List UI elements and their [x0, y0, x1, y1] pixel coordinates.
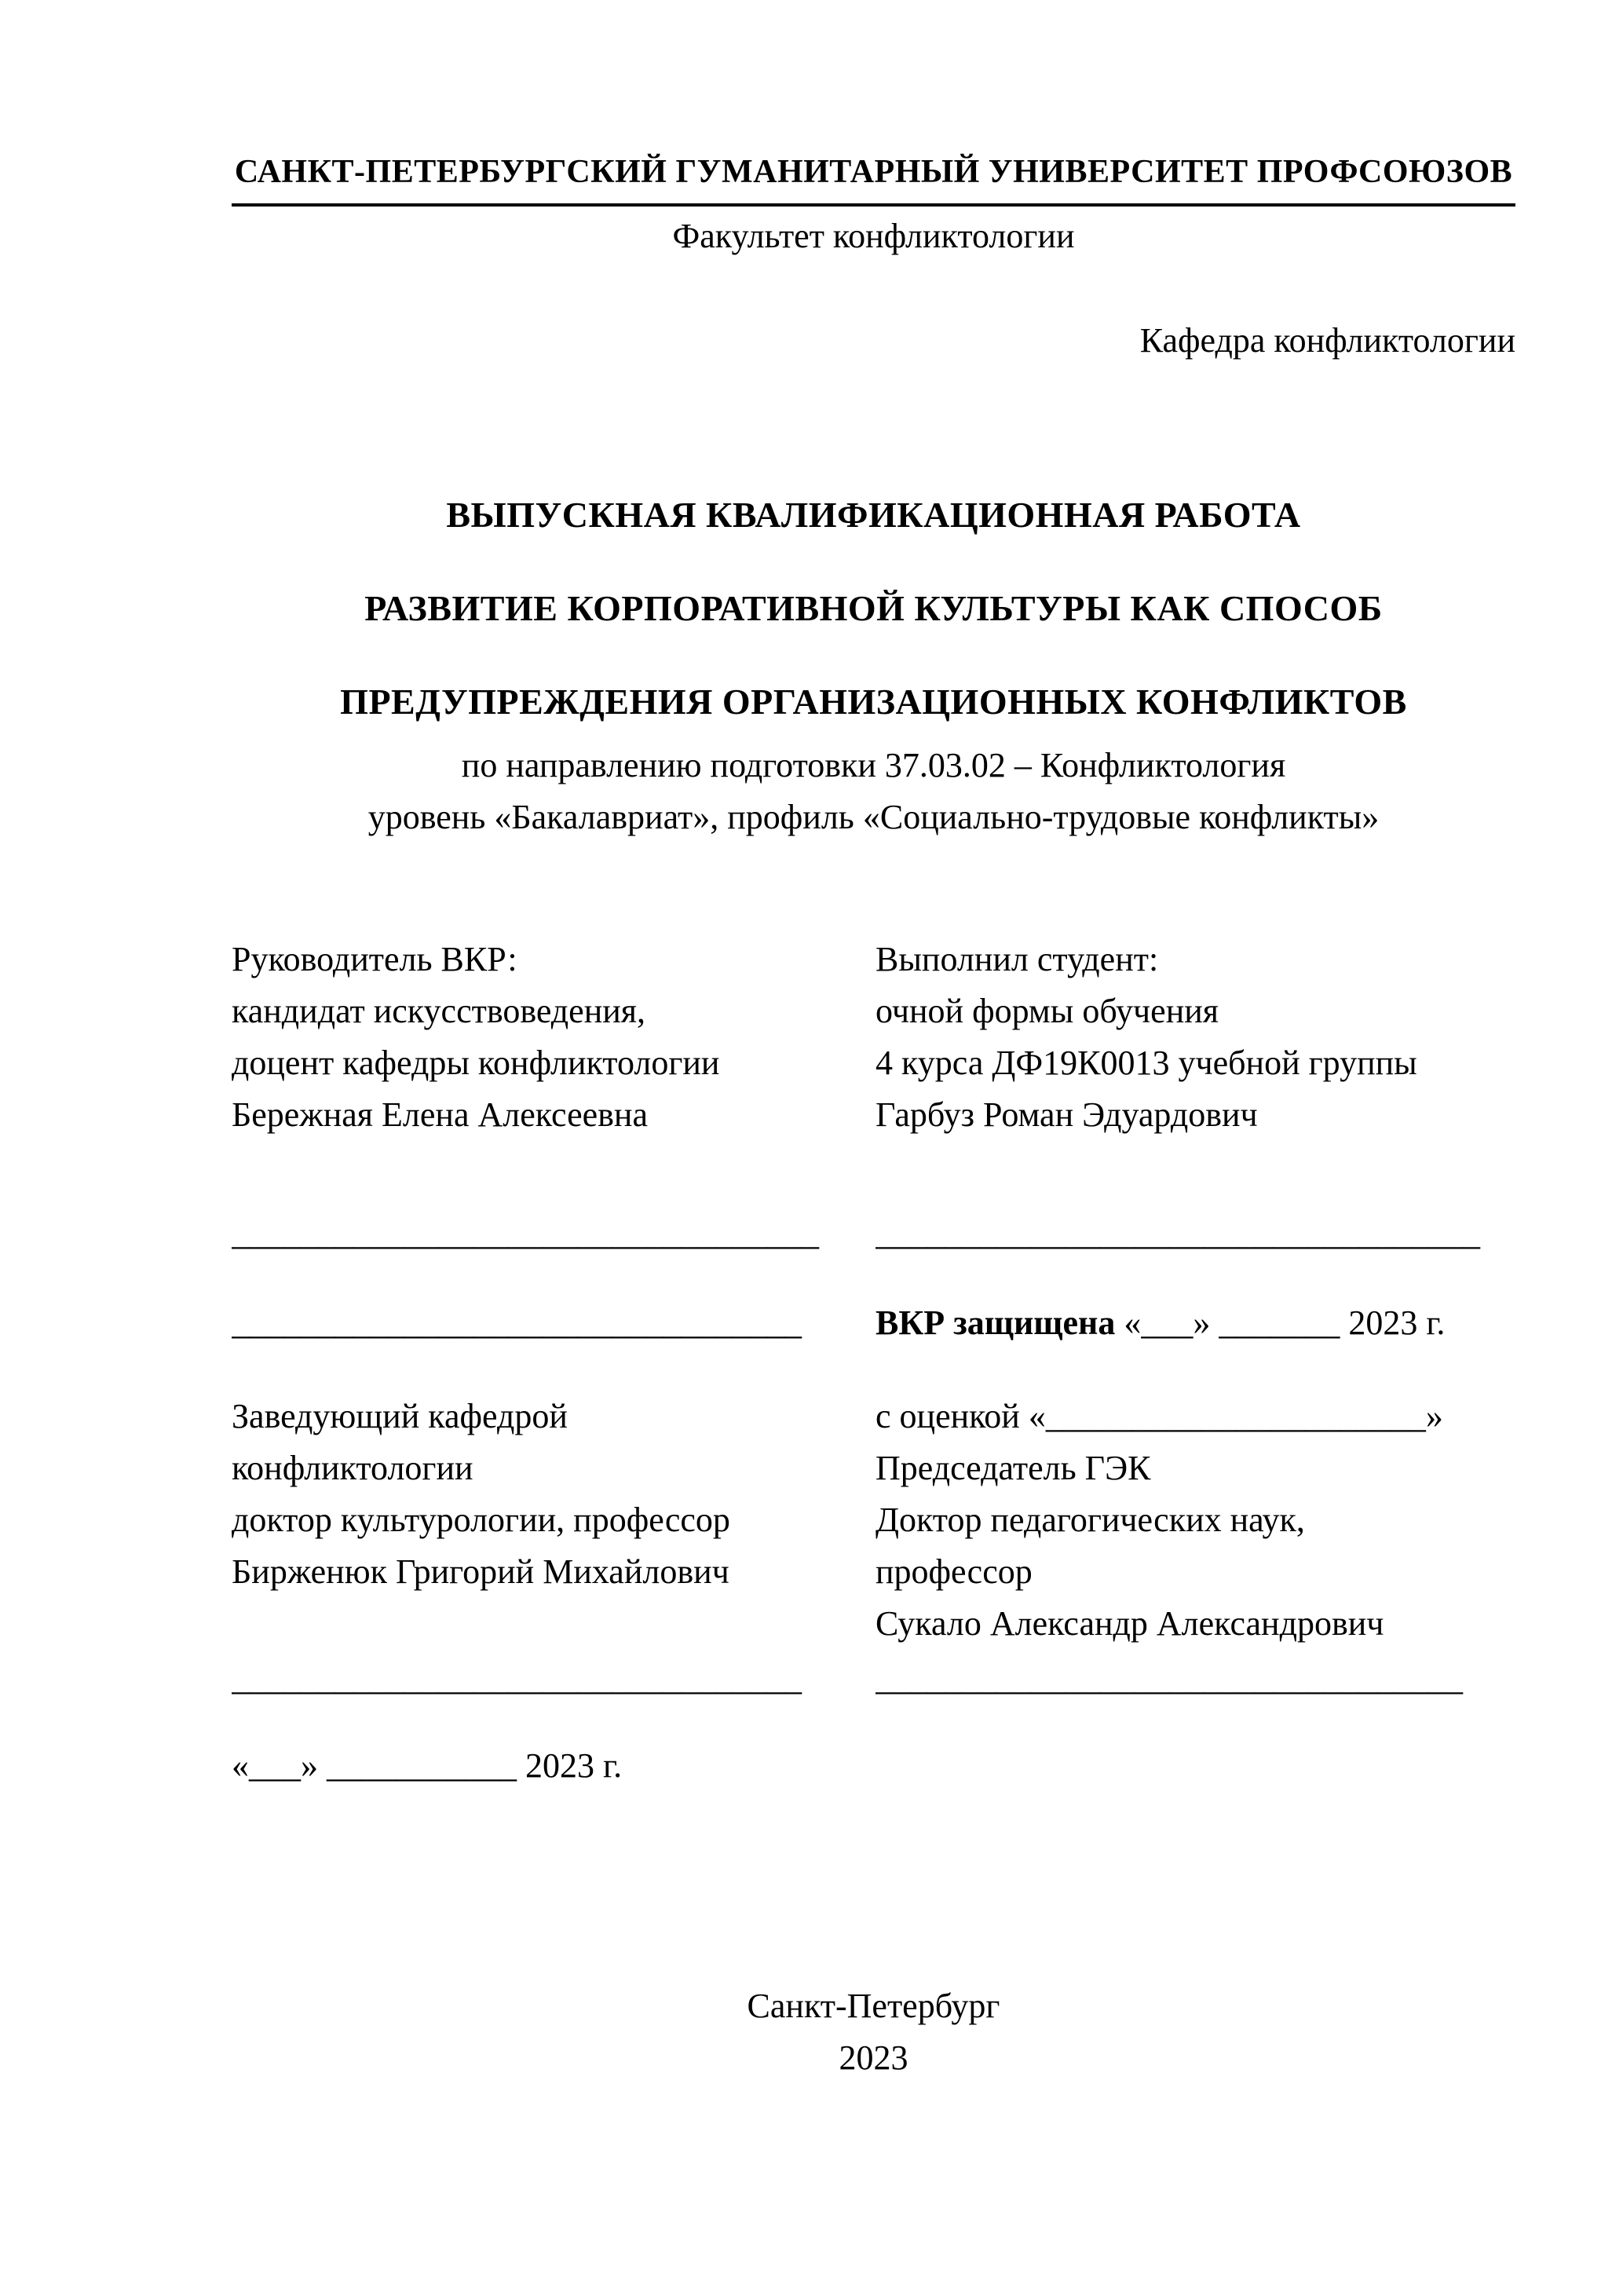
student-label: Выполнил студент: [875, 940, 1159, 978]
footer-year: 2023 [839, 2038, 908, 2077]
program-level: уровень «Бакалавриат», профиль «Социально-трудовые конфликты» [367, 798, 1380, 836]
chairman-degree: Доктор педагогических наук, [875, 1501, 1305, 1539]
signatures-section [232, 934, 1515, 1792]
supervisor-signature-line-1: __________________________________ [232, 1214, 819, 1252]
department-head-title-1: Заведующий кафедрой [232, 1397, 568, 1435]
thesis-type: ВЫПУСКНАЯ КВАЛИФИКАЦИОННАЯ РАБОТА [446, 495, 1301, 535]
department-head-name: Бирженюк Григорий Михайлович [232, 1552, 729, 1591]
footer [232, 1980, 1515, 2084]
defense-date-blanks: «___» _______ 2023 г. [1115, 1303, 1446, 1342]
thesis-title-line-1: РАЗВИТИЕ КОРПОРАТИВНОЙ КУЛЬТУРЫ КАК СПОСОБ [364, 588, 1383, 628]
chairman-rank: профессор [875, 1552, 1033, 1591]
defense-date-line [875, 1297, 1515, 1349]
chairman-title: Председатель ГЭК [875, 1449, 1151, 1487]
supervisor-name: Бережная Елена Алексеевна [232, 1095, 648, 1134]
department-head-date-line: «___» ___________ 2023 г. [232, 1746, 623, 1785]
faculty-name: Факультет конфликтологии [672, 217, 1075, 255]
supervisor-signature-line-2: _________________________________ [232, 1303, 802, 1342]
student-block [875, 934, 1515, 1141]
department-head-degree: доктор культурологии, профессор [232, 1501, 730, 1539]
department-head-title-2: конфликтологии [232, 1449, 473, 1487]
chairman-signature-line: __________________________________ [875, 1659, 1463, 1698]
student-signature-line: ___________________________________ [875, 1214, 1480, 1252]
supervisor-degree: кандидат искусствоведения, [232, 992, 646, 1030]
thesis-title-line-2: ПРЕДУПРЕЖДЕНИЯ ОРГАНИЗАЦИОННЫХ КОНФЛИКТОВ [340, 682, 1407, 722]
department-name: Кафедра конфликтологии [1139, 321, 1515, 360]
supervisor-label: Руководитель ВКР: [232, 940, 517, 978]
defense-label: ВКР защищена [875, 1303, 1116, 1342]
grade-line: с оценкой «______________________» [875, 1397, 1443, 1435]
chairman-block [875, 1442, 1515, 1650]
footer-city: Санкт-Петербург [747, 1987, 1000, 2025]
student-group: 4 курса ДФ19К0013 учебной группы [875, 1044, 1417, 1082]
student-study-form: очной формы обучения [875, 992, 1219, 1030]
department-head-signature-line: _________________________________ [232, 1659, 802, 1698]
program-direction: по направлению подготовки 37.03.02 – Конфликтология [461, 746, 1286, 784]
supervisor-position: доцент кафедры конфликтологии [232, 1044, 720, 1082]
program-info [232, 740, 1515, 843]
page-content [232, 153, 1515, 2084]
chairman-name: Сукало Александр Александрович [875, 1604, 1384, 1643]
department-head-block [232, 1391, 875, 1598]
university-name: САНКТ-ПЕТЕРБУРГСКИЙ ГУМАНИТАРНЫЙ УНИВЕРСИТЕТ ПРОФСОЮЗОВ [232, 153, 1515, 207]
supervisor-block [232, 934, 875, 1141]
student-name: Гарбуз Роман Эдуардович [875, 1095, 1258, 1134]
thesis-title-block [232, 494, 1515, 722]
